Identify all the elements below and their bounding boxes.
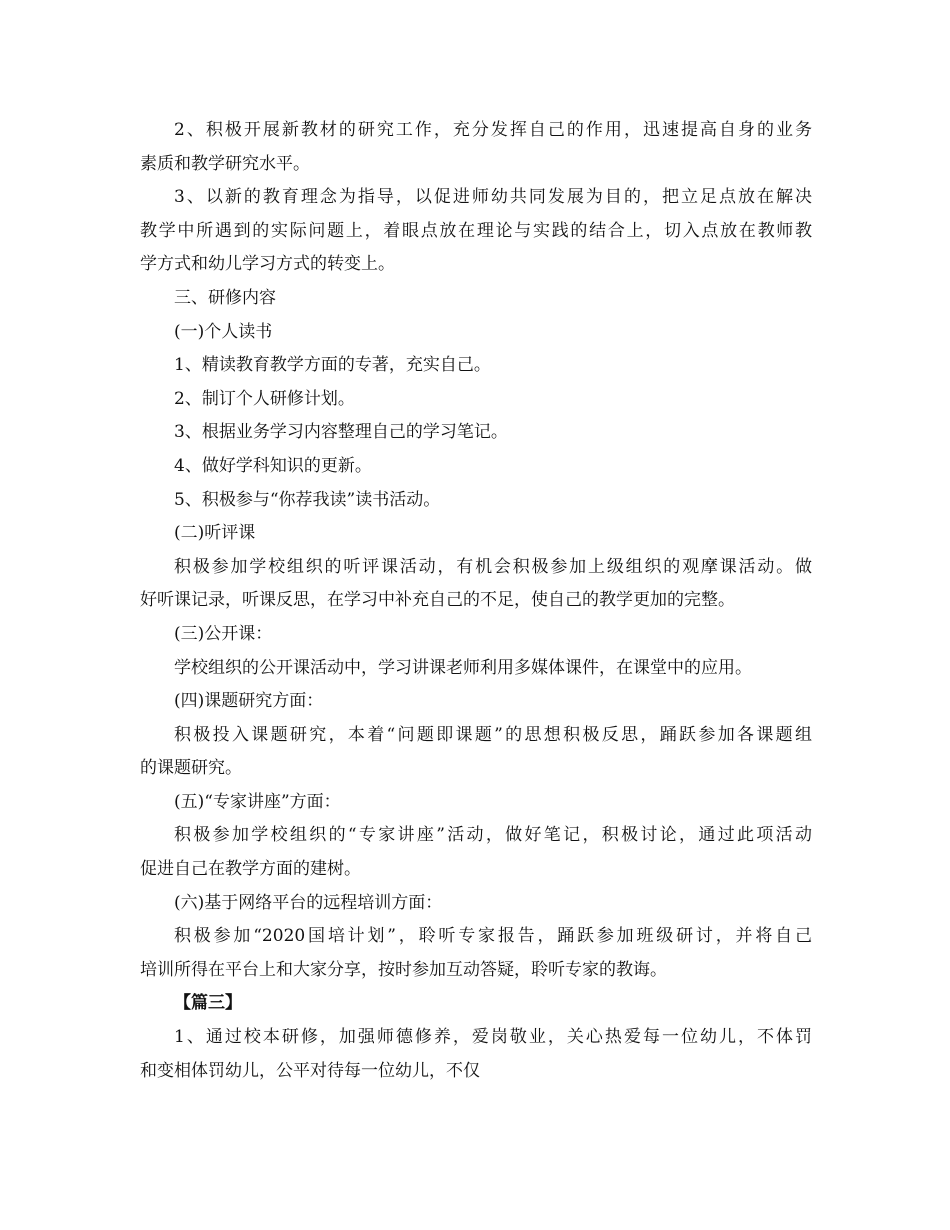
list-item: 1、精读教育教学方面的专著，充实自己。	[174, 355, 491, 376]
paragraph-line: 培训所得在平台上和大家分享，按时参加互动答疑，聆听专家的教诲。	[140, 959, 667, 980]
paragraph-line: 3、以新的教育理念为指导，以促进师幼共同发展为目的，把立足点放在解决	[174, 187, 812, 208]
paragraph-line: 积极投入课题研究，本着“问题即课题”的思想积极反思，踊跃参加各课题组	[174, 724, 812, 745]
paragraph-line: 好听课记录，听课反思，在学习中补充自己的不足，使自己的教学更加的完整。	[140, 590, 735, 611]
list-item: 4、做好学科知识的更新。	[174, 455, 372, 476]
paragraph-line: 积极参加学校组织的“专家讲座”活动，做好笔记，积极讨论，通过此项活动	[174, 825, 812, 846]
section-heading: 三、研修内容	[174, 287, 276, 308]
list-item: 3、根据业务学习内容整理自己的学习笔记。	[174, 422, 508, 443]
list-item: 2、制订个人研修计划。	[174, 388, 355, 409]
paragraph-line: 学校组织的公开课活动中，学习讲课老师利用多媒体课件，在课堂中的应用。	[174, 657, 752, 678]
subsection-heading: (六)基于网络平台的远程培训方面：	[174, 892, 443, 913]
paragraph-line: 积极参加学校组织的听评课活动，有机会积极参加上级组织的观摩课活动。做	[174, 556, 812, 577]
subsection-heading: (三)公开课：	[174, 623, 273, 644]
subsection-heading: (二)听评课	[174, 523, 256, 544]
paragraph-line: 2、积极开展新教材的研究工作，充分发挥自己的作用，迅速提高自身的业务	[174, 120, 812, 140]
subsection-heading: (五)“专家讲座”方面：	[174, 791, 341, 812]
subsection-heading: (一)个人读书	[174, 321, 273, 342]
paragraph-line: 教学中所遇到的实际问题上，着眼点放在理论与实践的结合上，切入点放在教师教	[140, 220, 812, 241]
part-heading: 【篇三】	[174, 993, 242, 1014]
list-item: 5、积极参与“你荐我读”读书活动。	[174, 489, 441, 510]
document-body	[140, 114, 812, 1088]
paragraph-line: 促进自己在教学方面的建树。	[140, 859, 361, 880]
paragraph-line: 1、通过校本研修，加强师德修养，爱岗敬业，关心热爱每一位幼儿，不体罚	[174, 1027, 812, 1048]
paragraph-line: 学方式和幼儿学习方式的转变上。	[140, 254, 395, 275]
paragraph-line: 素质和教学研究水平。	[140, 153, 310, 174]
paragraph-line: 和变相体罚幼儿，公平对待每一位幼儿，不仅	[140, 1060, 480, 1081]
subsection-heading: (四)课题研究方面：	[174, 691, 324, 712]
paragraph-line: 积极参加“2020国培计划”，聆听专家报告，踊跃参加班级研讨，并将自己	[174, 926, 812, 947]
paragraph-line: 的课题研究。	[140, 758, 242, 779]
